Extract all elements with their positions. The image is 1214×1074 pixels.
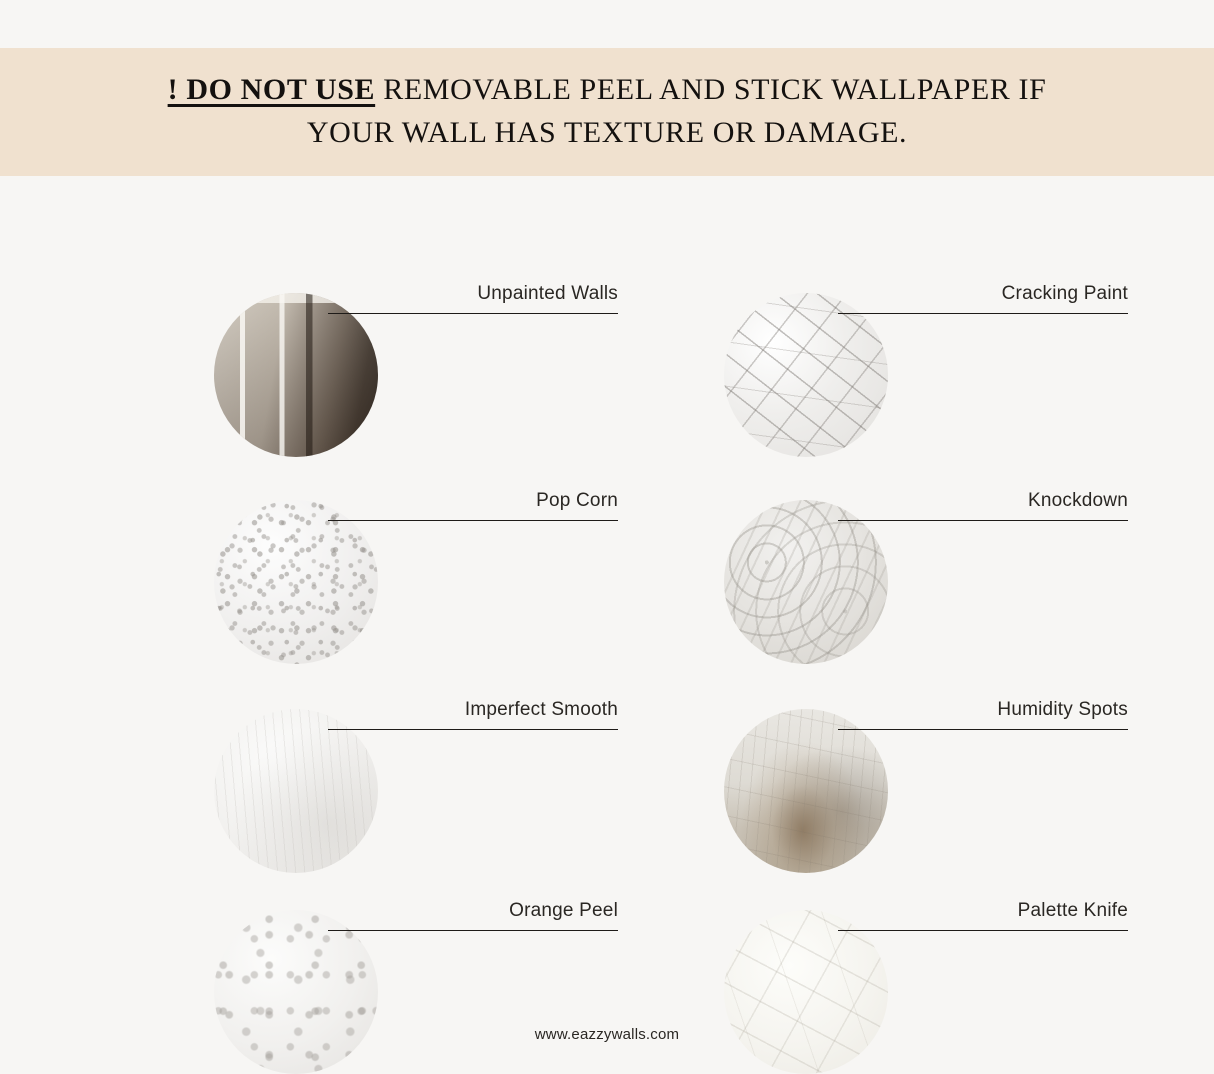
sample-label-wrap [838, 900, 1128, 931]
sample-item [698, 647, 1128, 857]
texture-swatch-unpainted-walls [214, 293, 378, 457]
label-underline [838, 729, 1128, 730]
texture-swatch-pop-corn [214, 500, 378, 664]
sample-label: Palette Knife [1017, 900, 1128, 921]
sample-label: Imperfect Smooth [464, 699, 618, 720]
label-underline [328, 930, 618, 931]
sample-label: Orange Peel [509, 900, 618, 921]
warning-banner-text [168, 69, 1047, 154]
sample-label-wrap [328, 283, 618, 314]
website-url[interactable]: www.eazzywalls.com [534, 1026, 680, 1043]
warning-line2: YOUR WALL HAS TEXTURE OR DAMAGE. [306, 116, 908, 149]
label-underline [838, 313, 1128, 314]
sample-label: Cracking Paint [1001, 283, 1128, 304]
texture-swatch-orange-peel [214, 910, 378, 1074]
sample-label: Unpainted Walls [477, 283, 618, 304]
sample-label-wrap [328, 490, 618, 521]
sample-label: Humidity Spots [997, 699, 1128, 720]
sample-item [698, 231, 1128, 441]
sample-label: Pop Corn [536, 490, 618, 511]
sample-label: Knockdown [1027, 490, 1128, 511]
sample-label-wrap [838, 283, 1128, 314]
texture-swatch-cracking-paint [724, 293, 888, 457]
texture-swatch-palette-knife [724, 910, 888, 1074]
footer [0, 1026, 1214, 1044]
label-underline [838, 520, 1128, 521]
label-underline [328, 520, 618, 521]
label-underline [328, 313, 618, 314]
sample-item [188, 438, 618, 648]
sample-item [188, 231, 618, 441]
sample-label-wrap [328, 900, 618, 931]
warning-line1-rest: REMOVABLE PEEL AND STICK WALLPAPER IF [375, 73, 1047, 107]
sample-item [698, 438, 1128, 648]
label-underline [838, 930, 1128, 931]
warning-banner [0, 48, 1214, 176]
sample-label-wrap [838, 490, 1128, 521]
label-underline [328, 729, 618, 730]
texture-swatch-knockdown [724, 500, 888, 664]
sample-label-wrap [328, 699, 618, 730]
texture-sample-grid [0, 176, 1214, 1018]
sample-label-wrap [838, 699, 1128, 730]
sample-item [188, 647, 618, 857]
warning-emphasis-text: ! DO NOT USE [167, 73, 376, 107]
